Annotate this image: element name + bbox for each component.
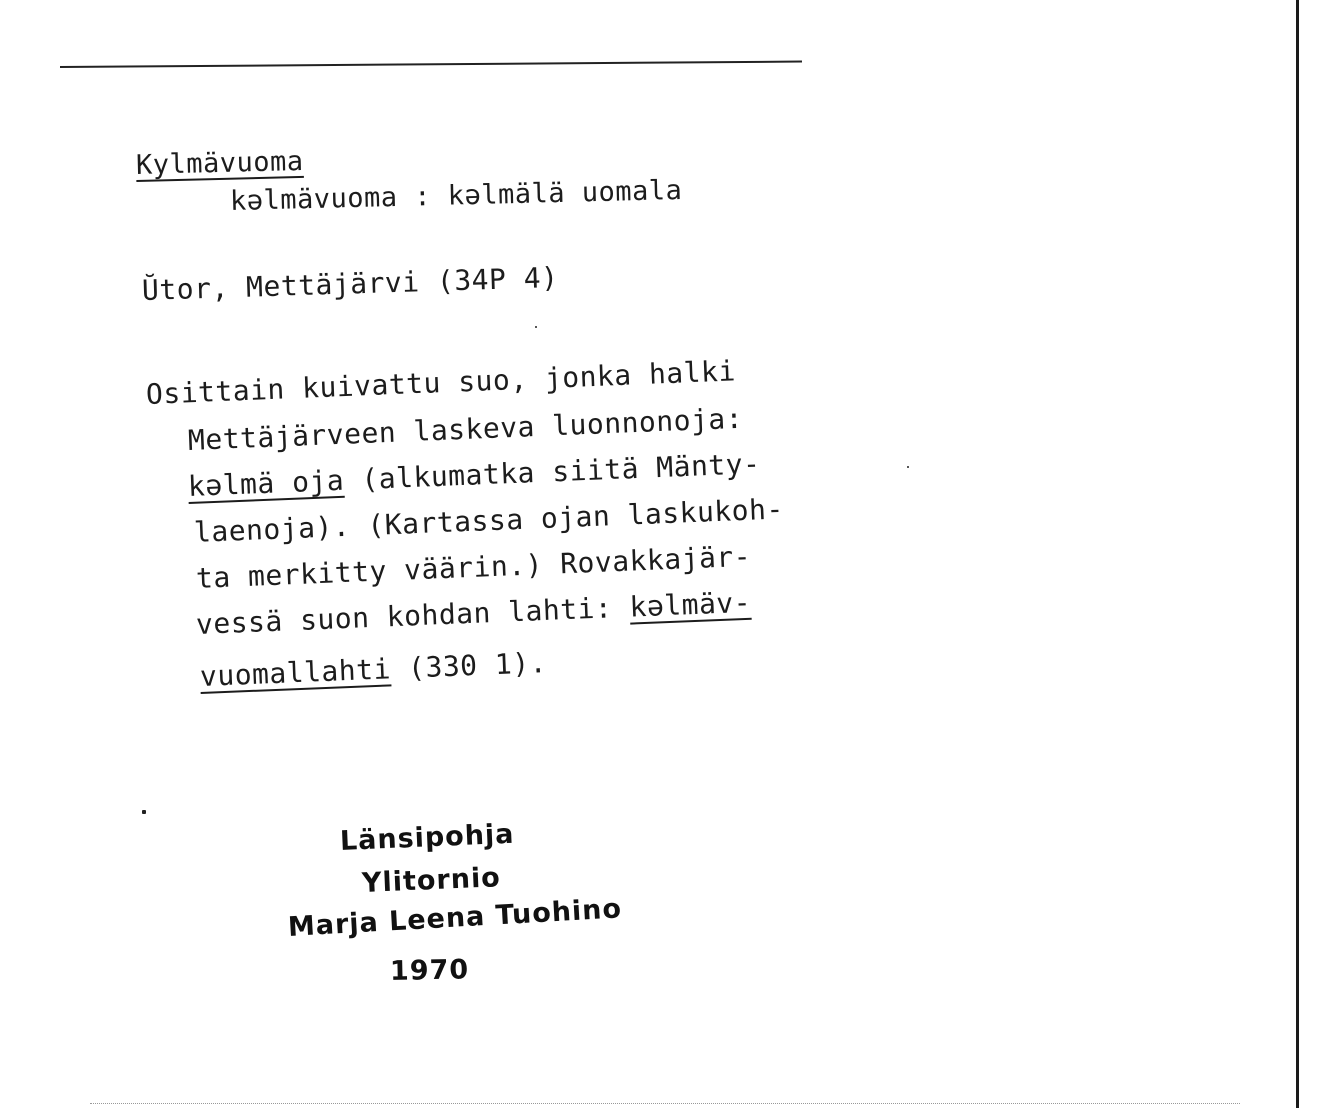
ink-speck xyxy=(142,810,146,814)
stamp-region: Länsipohja xyxy=(339,818,516,857)
location-line: Ŭtor, Mettäjärvi (34P 4) xyxy=(141,260,559,307)
top-rule xyxy=(60,61,802,68)
description-line-3-text: (alkumatka siitä Mänty- xyxy=(343,447,761,497)
stamp-collector: Marja Leena Tuohino xyxy=(287,893,623,943)
place-name-lahti-part2: vuomallahti xyxy=(199,652,392,693)
ink-speck xyxy=(535,326,537,328)
phonetic-line: kəlmävuoma : kəlmälä uomala xyxy=(229,174,683,217)
description-line-7-text: (330 1). xyxy=(390,646,548,686)
card-edge xyxy=(1296,0,1299,1108)
headword: Kylmävuoma xyxy=(135,145,304,181)
description-line-7 xyxy=(199,646,547,693)
place-name-oja: kəlmä oja xyxy=(187,463,345,503)
description-line-1: Osittain kuivattu suo, jonka halki xyxy=(145,354,737,411)
bottom-edge xyxy=(90,1103,1240,1105)
stamp-year: 1970 xyxy=(389,954,470,987)
description-line-3 xyxy=(187,447,761,503)
description-line-6 xyxy=(195,586,751,641)
stamp-parish: Ylitornio xyxy=(361,862,502,899)
ink-speck xyxy=(907,466,909,468)
place-name-lahti-part1: kəlmäv- xyxy=(628,585,752,624)
description-line-5: ta merkitty väärin.) Rovakkajär- xyxy=(195,539,752,595)
description-line-4: laenoja). (Kartassa ojan laskukoh- xyxy=(193,492,785,549)
description-line-2: Mettäjärveen laskeva luonnonoja: xyxy=(187,401,744,457)
description-line-6-text: vessä suon kohdan lahti: xyxy=(195,590,631,641)
